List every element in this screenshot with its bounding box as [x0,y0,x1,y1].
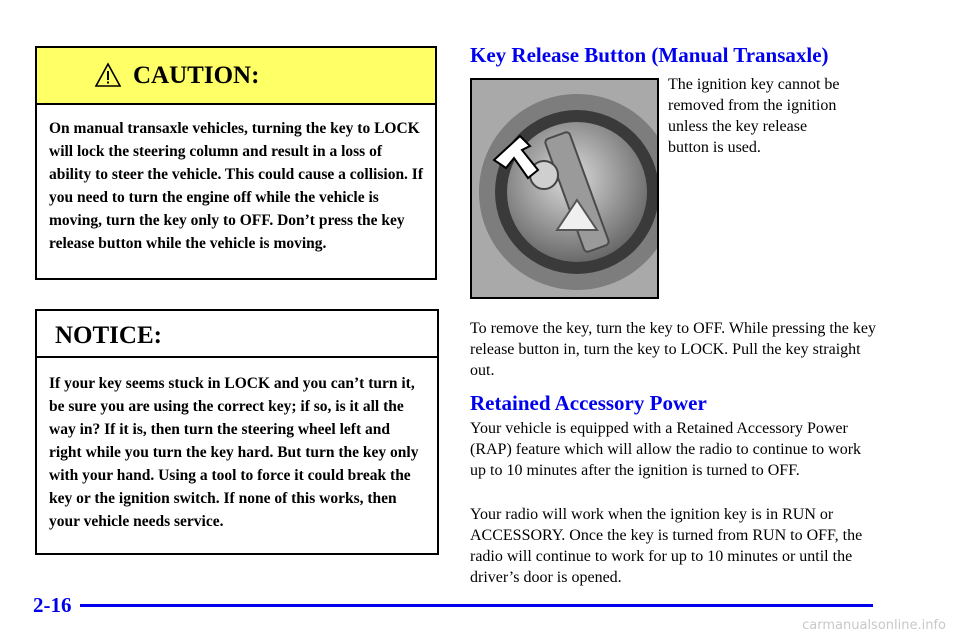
ignition-lock-illustration [472,80,657,297]
key-release-body: To remove the key, turn the key to OFF. While pressing the key release button in, turn the key to LOCK. Pull the key straight out. [470,320,876,379]
key-release-heading: Key Release Button (Manual Transaxle) [470,43,829,67]
rap-paragraph-2: Your radio will work when the ignition key is in RUN or ACCESSORY. Once the key is turned from RUN to OFF, the radio will continue to work for up to 10 minutes or until the driver’s door is opened. [470,506,863,586]
caution-text: On manual transaxle vehicles, turning the key to LOCK will lock the steering column and result in a loss of ability to steer the vehicle. This could cause a collision. If you need to turn the engine off while the vehicle is moving, turn the key only to OFF. Don’t press the key release button while the vehicle is moving. [49,120,424,252]
caution-box [35,46,437,280]
key-release-caption: The ignition key cannot be removed from the ignition unless the key release button is used. [668,76,840,156]
notice-box [35,309,439,555]
warning-triangle-icon [94,62,122,88]
rap-paragraph-1: Your vehicle is equipped with a Retained Accessory Power (RAP) feature which will allow the radio to continue to work up to 10 minutes after the ignition is turned to OFF. [470,420,862,479]
notice-text: If your key seems stuck in LOCK and you can’t turn it, be sure you are using the correct key; if so, is it all the way in? If it is, then turn the steering wheel left and right while you turn the key hard. But turn the key only with your hand. Using a tool to force it could break the key or the ignition switch. If none of this works, then your vehicle needs service. [49,375,419,530]
rap-heading: Retained Accessory Power [470,391,707,415]
ignition-photo [470,78,659,299]
page-number: 2-16 [33,593,72,617]
watermark: carmanualsonline.info [802,618,946,633]
footer-rule [80,604,873,607]
notice-title: NOTICE: [55,322,162,349]
notice-header [37,311,437,358]
caution-title: CAUTION: [133,62,260,89]
caution-header [37,48,435,105]
